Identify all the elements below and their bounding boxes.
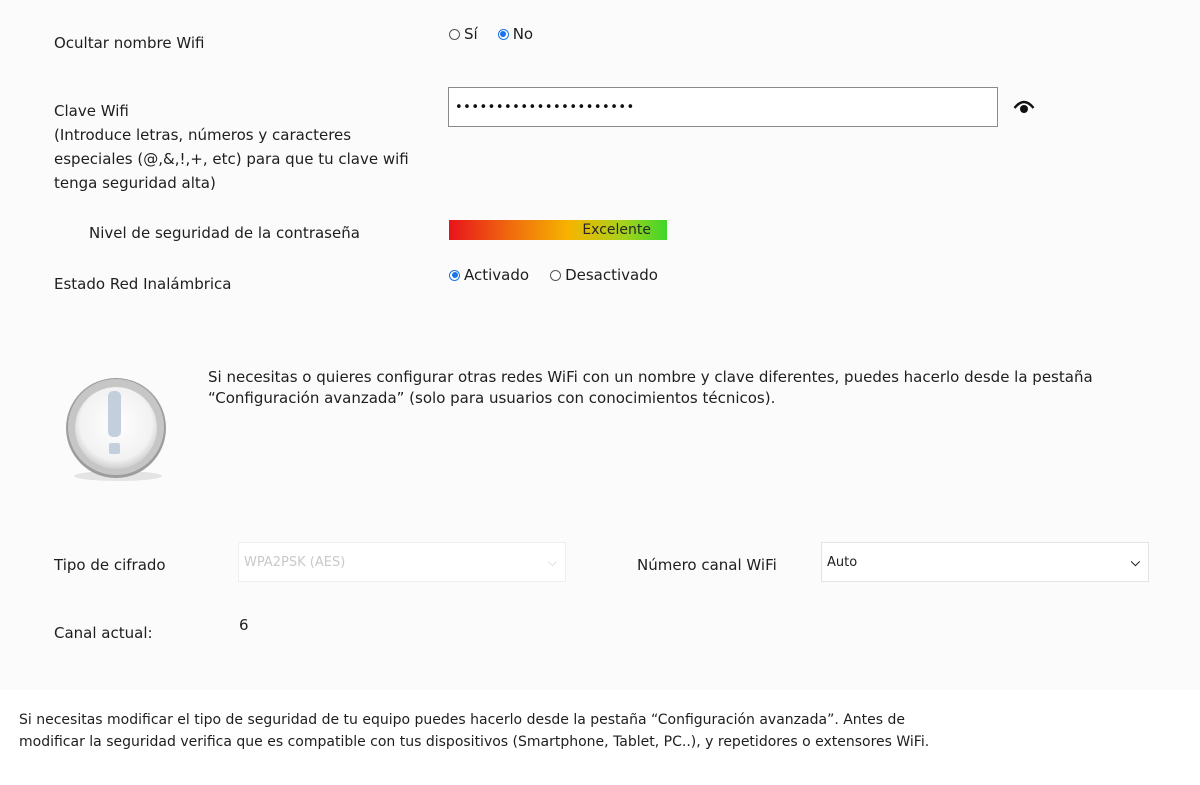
hide-ssid-option-no[interactable] (498, 25, 533, 43)
radio-disabled[interactable] (550, 270, 561, 281)
encryption-select (238, 542, 566, 582)
channel-select[interactable] (821, 542, 1149, 582)
eye-icon[interactable] (1013, 98, 1035, 118)
security-strength-bar (449, 220, 667, 240)
radio-yes[interactable] (449, 29, 460, 40)
hide-ssid-option-no-label: No (512, 25, 534, 43)
wifi-key-label-block (54, 99, 434, 195)
security-level-label: Nivel de seguridad de la contraseña (89, 224, 360, 242)
hide-ssid-option-yes-label: Sí (464, 25, 478, 43)
wifi-key-input[interactable] (448, 87, 998, 127)
security-strength-value: Excelente (582, 222, 651, 238)
wireless-option-enabled[interactable] (449, 266, 529, 284)
eye-icon-svg (1013, 98, 1035, 114)
wireless-option-disabled-label: Desactivado (565, 266, 658, 284)
wifi-key-help: (Introduce letras, números y caracteres especiales (@,&,!,+, etc) para que tu clave wifi tenga seguridad alta) (54, 126, 409, 192)
wireless-option-disabled[interactable] (550, 266, 658, 284)
encryption-label: Tipo de cifrado (54, 556, 166, 574)
current-channel-value: 6 (239, 616, 249, 634)
chevron-down-icon: ⌵ (547, 554, 557, 569)
wireless-state-label: Estado Red Inalámbrica (54, 275, 232, 293)
wifi-key-label: Clave Wifi (54, 102, 129, 120)
chevron-down-icon: ⌵ (1130, 554, 1140, 569)
radio-enabled[interactable] (449, 270, 460, 281)
radio-no[interactable] (498, 29, 509, 40)
notice-text: Si necesitas o quieres configurar otras redes WiFi con un nombre y clave diferentes, puedes hacerlo desde la pestaña “Configuración avanzada” (solo para usuarios con conocimientos técnicos). (208, 368, 1093, 407)
wireless-option-enabled-label: Activado (464, 266, 530, 284)
footer-note: Si necesitas modificar el tipo de seguridad de tu equipo puedes hacerlo desde la pestaña “Configuración avanzada”. Antes de modificar la seguridad verifica que es compatible con tus dispositivos (Smartphone, Tablet, PC..), y repetidores o extensores WiFi. (19, 712, 930, 750)
hide-ssid-radio-group (449, 25, 533, 43)
hide-ssid-option-yes[interactable] (449, 25, 478, 43)
wireless-state-radio-group (449, 266, 658, 284)
exclamation-icon (58, 372, 174, 488)
current-channel-label: Canal actual: (54, 624, 153, 642)
channel-select-value: Auto (827, 554, 858, 570)
exclamation-icon-svg (58, 372, 174, 484)
hide-ssid-label: Ocultar nombre Wifi (54, 34, 205, 52)
encryption-select-value: WPA2PSK (AES) (244, 554, 346, 570)
channel-label: Número canal WiFi (637, 556, 777, 574)
